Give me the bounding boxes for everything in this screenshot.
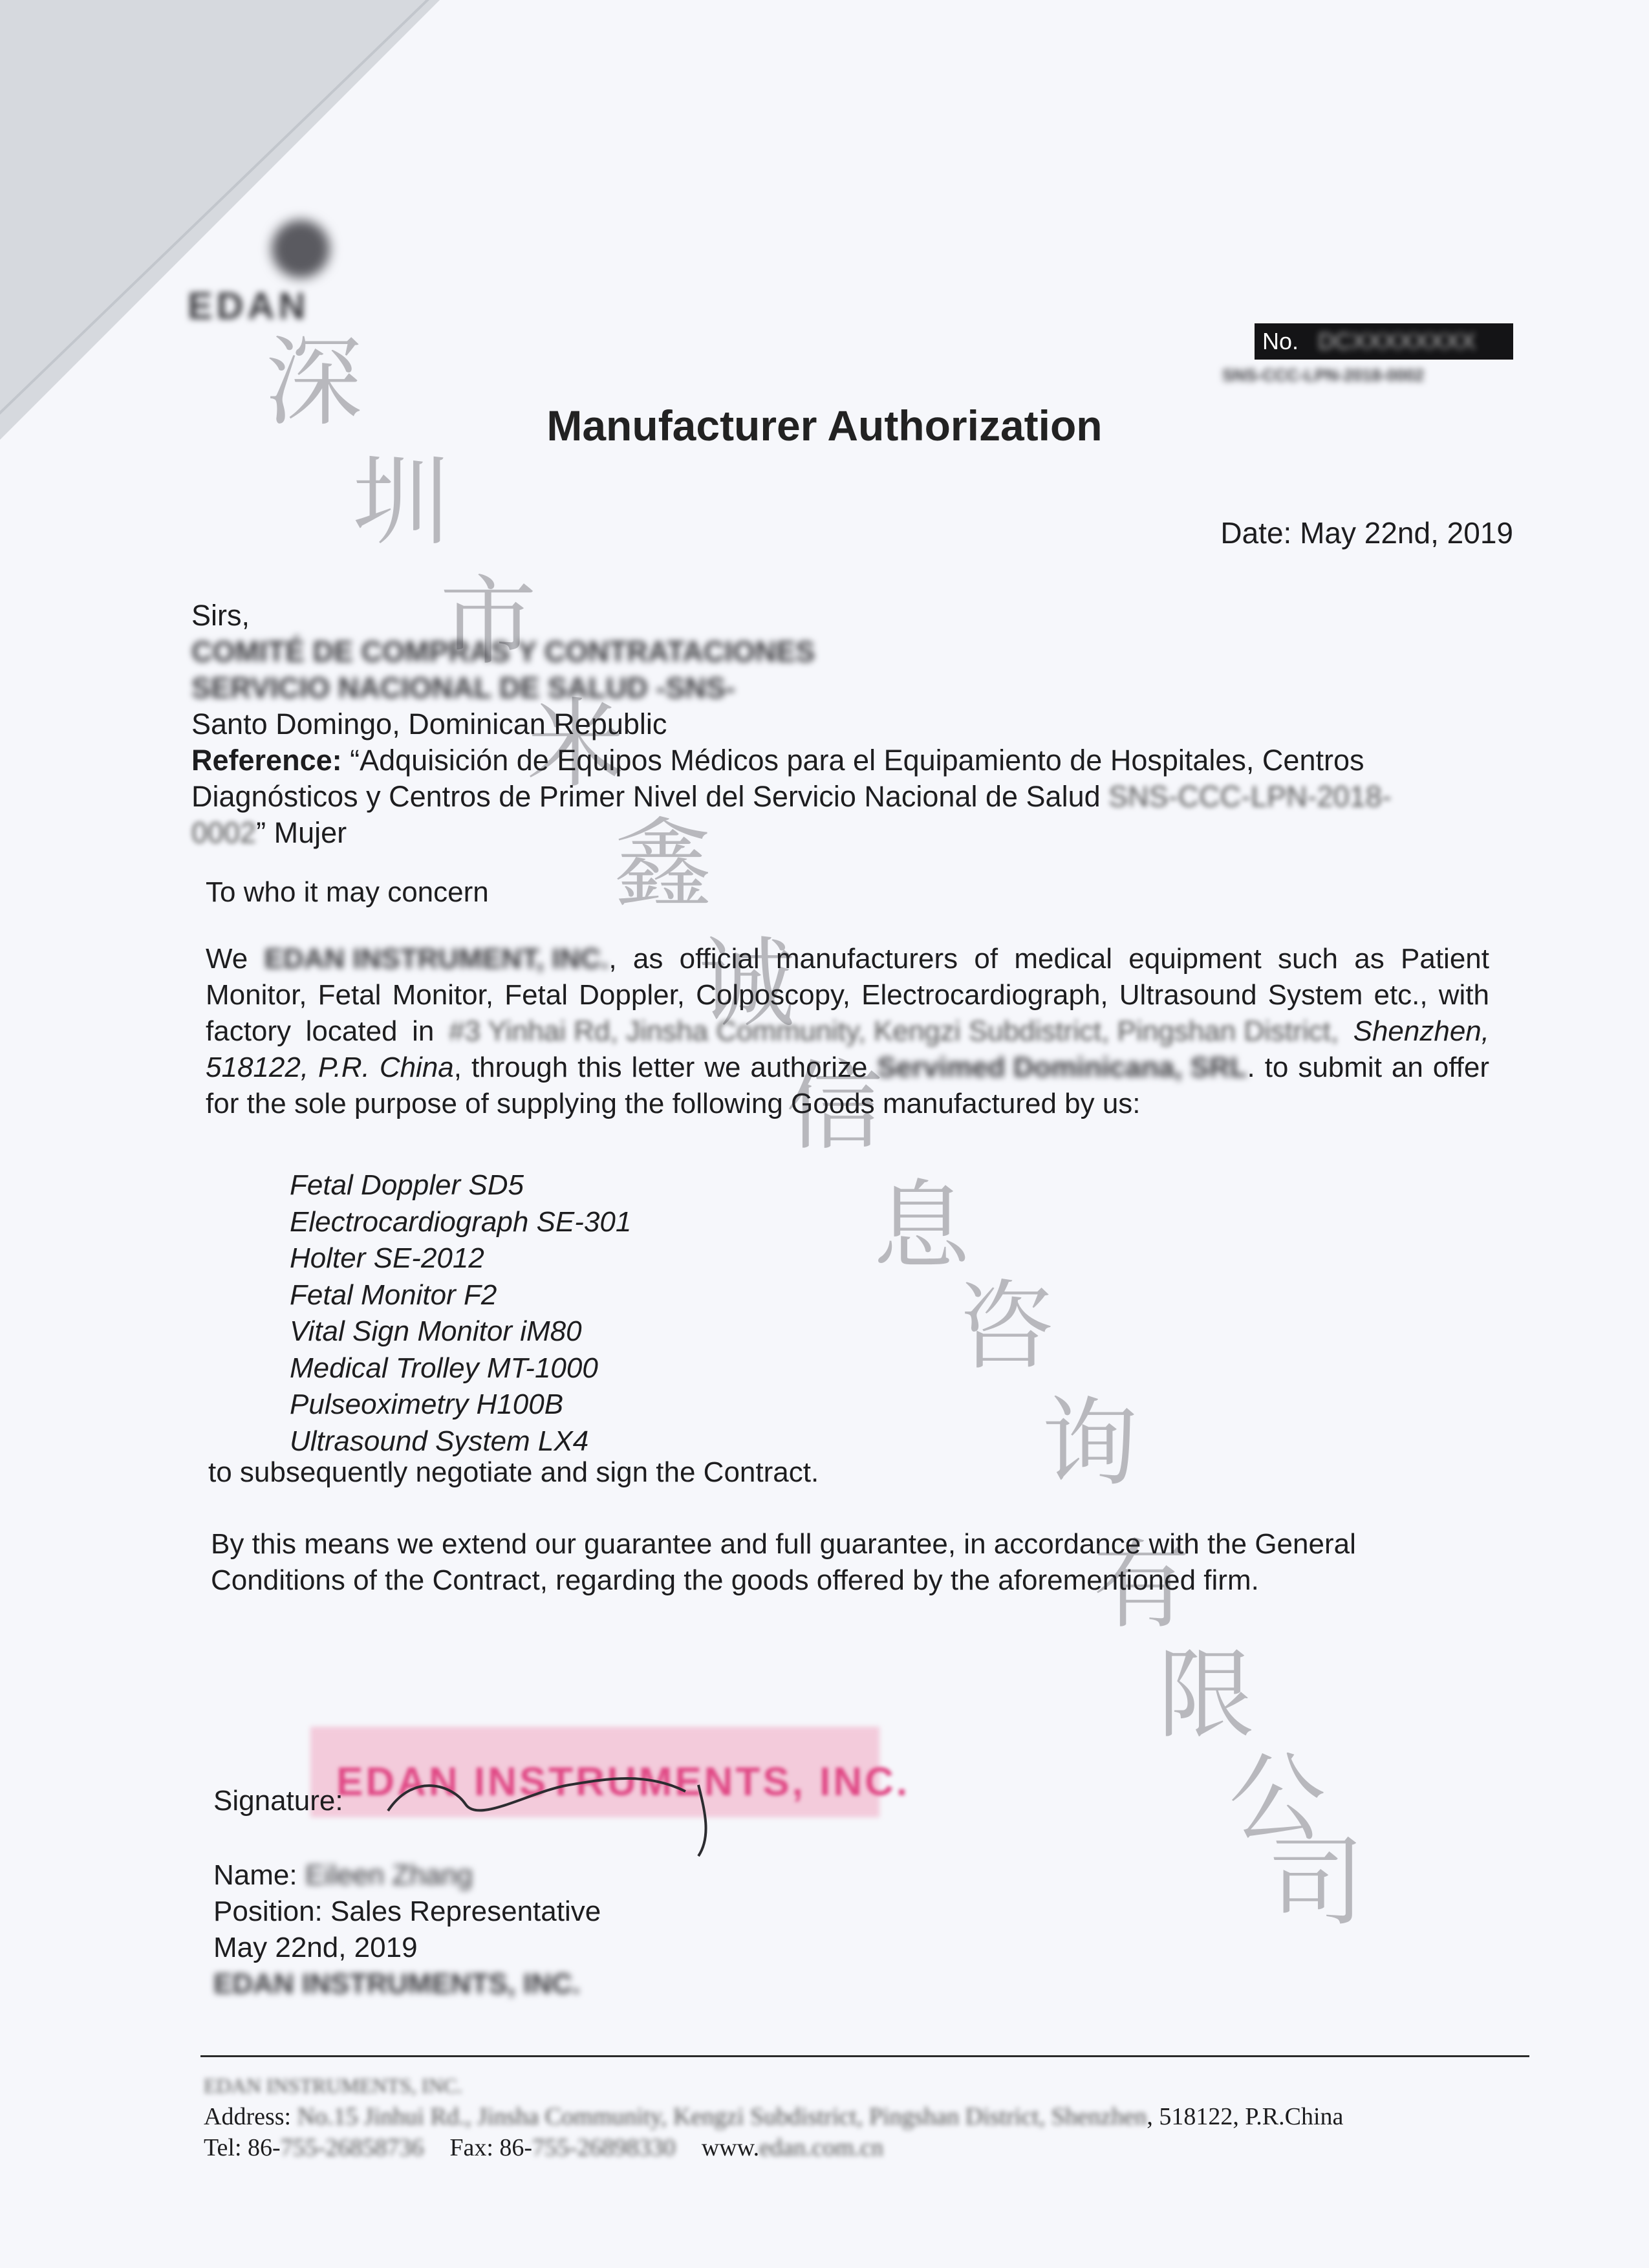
body-text-c: . to submit an offer for the sole purpose of supplying the following Goods manufactured by us: xyxy=(206,1052,1489,1119)
watermark-char: 息 xyxy=(873,1171,971,1283)
recipient-line-2: SERVICIO NACIONAL DE SALUD -SNS- xyxy=(191,671,735,704)
watermark-char: 鑫 xyxy=(614,808,712,921)
after-goods-text: to subsequently negotiate and sign the Contract. xyxy=(208,1456,819,1488)
recipient-line-3: Santo Domingo, Dominican Republic xyxy=(191,707,667,740)
stamp-text: EDAN INSTRUMENTS, INC. xyxy=(336,1760,911,1804)
factory-address: #3 Yinhai Rd, Jinsha Community, Kengzi Subdistrict, Pingshan District, xyxy=(448,1015,1339,1047)
watermark-char: 市 xyxy=(440,566,537,678)
document-number-label: No. xyxy=(1262,328,1299,354)
letter-date: Date: May 22nd, 2019 xyxy=(1220,516,1513,550)
reference-tail: ” Mujer xyxy=(256,816,347,849)
document-reference: SNS-CCC-LPN-2018-0002 xyxy=(1222,365,1425,385)
footer-address-value: No.15 Jinhui Rd., Jinsha Community, Kengzi Subdistrict, Pingshan District, Shenzhen xyxy=(297,2103,1147,2130)
tel-value: 755-26858736 xyxy=(280,2134,424,2161)
dealer-name: Servimed Dominicana, SRL xyxy=(877,1052,1247,1083)
reference-code-part-1: SNS-CCC-LPN-2018- xyxy=(1108,780,1392,813)
tel-label: Tel: 86- xyxy=(204,2134,281,2161)
footer-address xyxy=(204,2101,1343,2132)
footer-contact xyxy=(204,2132,1343,2163)
body-we: We xyxy=(206,943,264,975)
watermark-char: 信 xyxy=(786,1051,883,1163)
signatory-name-line xyxy=(213,1857,601,1894)
salutation: Sirs, xyxy=(191,599,250,632)
fax-label: Fax: 86- xyxy=(449,2134,533,2161)
recipient-line-1: COMITÉ DE COMPRAS Y CONTRATACIONES xyxy=(191,635,815,668)
watermark-char: 询 xyxy=(1041,1387,1139,1500)
list-item: Medical Trolley MT-1000 xyxy=(290,1352,598,1384)
watermark-char: 深 xyxy=(265,327,363,439)
body-text-a: , as official manufacturers of medical equipment such as Patient Monitor, Fetal Monitor, Fetal Doppler, Colposcopy, Electrocardiograph, Ultrasound System etc., with factory located in xyxy=(206,943,1489,1047)
list-item: Electrocardiograph SE-301 xyxy=(290,1205,632,1238)
signatory-position: Position: Sales Representative xyxy=(213,1895,601,1927)
signatory-details xyxy=(213,1857,601,2002)
footer-address-tail: , 518122, P.R.China xyxy=(1147,2103,1344,2130)
watermark-char: 诚 xyxy=(698,928,796,1041)
signatory-company: EDAN INSTRUMENTS, INC. xyxy=(213,1968,581,2000)
page-title: Manufacturer Authorization xyxy=(546,402,1103,449)
footer-company: EDAN INSTRUMENTS, INC. xyxy=(204,2074,462,2097)
greeting: To who it may concern xyxy=(206,876,489,908)
web-label: www. xyxy=(701,2134,760,2161)
manufacturer-name: EDAN INSTRUMENT, INC. xyxy=(264,943,609,975)
list-item: Fetal Monitor F2 xyxy=(290,1279,497,1311)
signatory-name: Eileen Zhang xyxy=(305,1859,473,1891)
watermark-char: 有 xyxy=(1093,1529,1191,1642)
footer-divider xyxy=(200,2055,1529,2057)
list-item: Vital Sign Monitor iM80 xyxy=(290,1315,582,1347)
watermark-char: 圳 xyxy=(352,446,450,559)
reference-label: Reference: xyxy=(191,744,342,777)
reference-code-part-2: 0002 xyxy=(191,816,257,849)
web-value: edan.com.cn xyxy=(759,2134,884,2161)
footer-address-label: Address: xyxy=(204,2103,297,2130)
signatory-date: May 22nd, 2019 xyxy=(213,1932,418,1963)
signature-label: Signature: xyxy=(213,1785,343,1817)
list-item: Holter SE-2012 xyxy=(290,1242,484,1274)
logo-text: EDAN xyxy=(188,285,310,327)
watermark-char: 公 xyxy=(1229,1743,1326,1855)
watermark-char: 米 xyxy=(527,689,625,801)
name-label: Name: xyxy=(213,1859,305,1891)
body-text-b: , through this letter we authorize xyxy=(453,1052,878,1083)
list-item: Pulseoximetry H100B xyxy=(290,1388,564,1420)
watermark-char: 咨 xyxy=(957,1271,1055,1383)
guarantee-paragraph: By this means we extend our guarantee and full guarantee, in accordance with the General Conditions of the Contract, regarding the goods offered by the aforementioned firm. xyxy=(211,1528,1356,1596)
reference-text-2: Diagnósticos y Centros de Primer Nivel del Servicio Nacional de Salud xyxy=(191,780,1109,813)
reference-text: “Adquisición de Equipos Médicos para el Equipamiento de Hospitales, Centros xyxy=(341,744,1364,777)
watermark-char: 司 xyxy=(1267,1827,1365,1939)
letter-footer xyxy=(204,2069,1343,2163)
factory-city: Shenzhen, 518122, P.R. China xyxy=(206,1015,1489,1083)
fax-value: 755-26898330 xyxy=(532,2134,676,2161)
watermark-char: 限 xyxy=(1158,1639,1255,1752)
list-item: Fetal Doppler SD5 xyxy=(290,1169,524,1201)
document-number-value: DCXXXXXXXX xyxy=(1318,328,1476,354)
list-item: Ultrasound System LX4 xyxy=(290,1425,589,1457)
